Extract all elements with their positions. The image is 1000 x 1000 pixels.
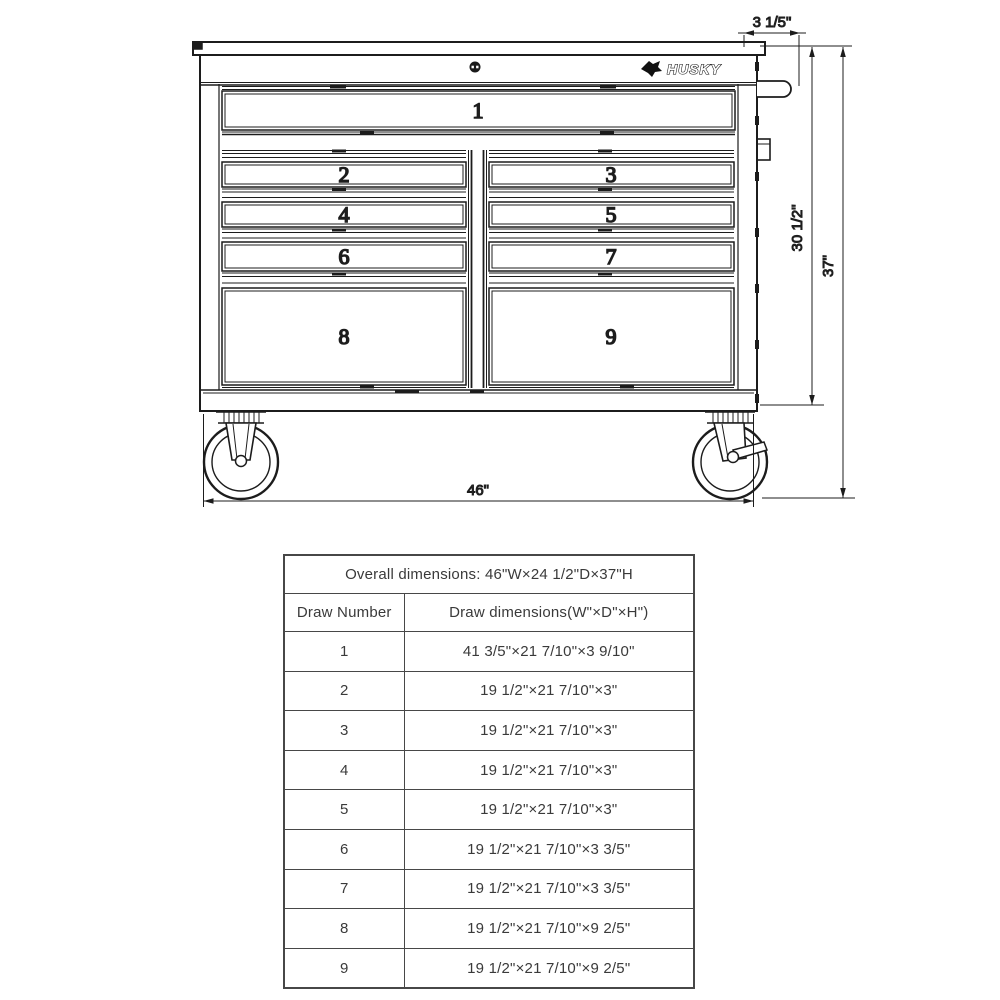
draw-number-cell: 9 [284, 948, 404, 988]
brand-text: HUSKY [666, 61, 722, 77]
dimension-body-height [789, 47, 815, 405]
table-row [284, 948, 694, 988]
dim-label-overall-height: 37" [820, 254, 837, 278]
draw-number-cell: 8 [284, 909, 404, 949]
svg-text:3: 3 [605, 162, 617, 187]
table-title: Overall dimensions: 46"W×24 1/2"D×37"H [284, 555, 694, 594]
table-row [284, 632, 694, 672]
side-handle [757, 81, 791, 97]
draw-number-cell: 6 [284, 829, 404, 869]
drawer-slides [222, 150, 734, 389]
draw-dimensions-cell: 19 1/2"×21 7/10"×3 3/5" [404, 869, 694, 909]
drawer-3 [489, 162, 734, 187]
brand-logo [641, 61, 722, 77]
table-row [284, 750, 694, 790]
table-row [284, 869, 694, 909]
side-bracket [757, 139, 770, 160]
lock-icon [470, 62, 481, 73]
svg-text:2: 2 [338, 162, 350, 187]
center-divider [469, 150, 487, 388]
dimension-width [204, 414, 754, 507]
svg-text:1: 1 [472, 98, 484, 123]
drawer-9 [489, 288, 734, 385]
draw-dimensions-cell: 19 1/2"×21 7/10"×9 2/5" [404, 948, 694, 988]
dimension-overall-height [820, 47, 846, 498]
draw-number-cell: 4 [284, 750, 404, 790]
drawer-8 [222, 288, 466, 385]
draw-dimensions-cell: 19 1/2"×21 7/10"×3" [404, 711, 694, 751]
spec-table [283, 554, 695, 989]
dim-label-handle: 3 1/5" [752, 14, 792, 31]
dim-label-body-height: 30 1/2" [789, 204, 806, 252]
table-row [284, 829, 694, 869]
svg-text:5: 5 [605, 202, 617, 227]
drawer-1 [222, 86, 735, 135]
drawer-4 [222, 202, 466, 227]
drawer-6 [222, 242, 466, 271]
table-row [284, 711, 694, 751]
svg-text:8: 8 [338, 324, 350, 349]
drawer-5 [489, 202, 734, 227]
dimension-handle [738, 14, 806, 86]
draw-number-cell: 5 [284, 790, 404, 830]
svg-text:6: 6 [338, 244, 350, 269]
draw-dimensions-cell: 19 1/2"×21 7/10"×3" [404, 671, 694, 711]
draw-number-cell: 2 [284, 671, 404, 711]
table-row [284, 671, 694, 711]
draw-dimensions-cell: 41 3/5"×21 7/10"×3 9/10" [404, 632, 694, 672]
svg-text:4: 4 [338, 202, 350, 227]
table-row [284, 790, 694, 830]
column-header-draw-dimensions: Draw dimensions(W"×D"×H") [404, 594, 694, 632]
caster-left [204, 412, 278, 499]
cabinet-top-lid [193, 42, 765, 55]
cabinet-base [200, 390, 757, 393]
draw-number-cell: 3 [284, 711, 404, 751]
draw-dimensions-cell: 19 1/2"×21 7/10"×3 3/5" [404, 829, 694, 869]
table-row [284, 909, 694, 949]
draw-dimensions-cell: 19 1/2"×21 7/10"×9 2/5" [404, 909, 694, 949]
husky-dog-icon [641, 61, 662, 77]
drawer-2 [222, 162, 466, 187]
extension-lines [760, 46, 855, 498]
draw-dimensions-cell: 19 1/2"×21 7/10"×3" [404, 750, 694, 790]
dim-label-width: 46" [466, 482, 490, 499]
draw-number-cell: 7 [284, 869, 404, 909]
svg-text:7: 7 [605, 244, 617, 269]
svg-text:9: 9 [605, 324, 617, 349]
drawer-7 [489, 242, 734, 271]
draw-number-cell: 1 [284, 632, 404, 672]
draw-dimensions-cell: 19 1/2"×21 7/10"×3" [404, 790, 694, 830]
caster-right [693, 412, 767, 499]
column-header-draw-number: Draw Number [284, 594, 404, 632]
